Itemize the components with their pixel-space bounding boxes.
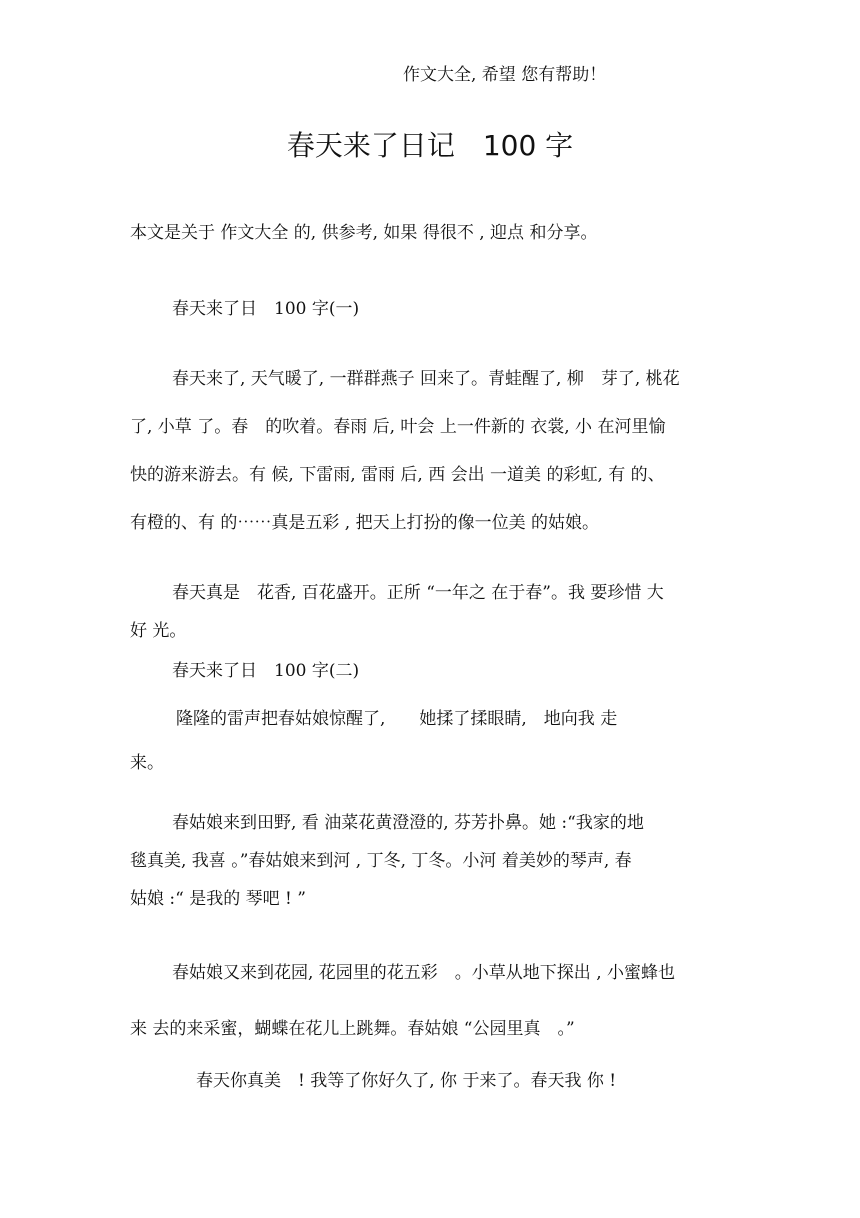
section-1-line: 好 光。 bbox=[130, 621, 187, 641]
section-2-line: 姑娘 :“ 是我的 琴吧 ! ” bbox=[130, 889, 306, 909]
section-2-line: 春姑娘又来到花园, 花园里的花五彩 。小草从地下探出 , 小蜜蜂也 bbox=[172, 963, 676, 983]
section-1-line: 快的游来游去。有 候, 下雷雨, 雷雨 后, 西 会出 一道美 的彩虹, 有 的、 bbox=[130, 465, 665, 485]
section-2-line: 来 去的来采蜜，蝴蝶在花儿上跳舞。春姑娘 “公园里真 。” bbox=[130, 1019, 575, 1039]
section-1-line: 春天来了, 天气暖了, 一群群燕子 回来了。青蛙醒了, 柳 芽了, 桃花 bbox=[172, 369, 680, 389]
intro-paragraph: 本文是关于 作文大全 的, 供参考, 如果 得很不 , 迎点 和分享。 bbox=[130, 223, 598, 243]
section-2-line: 春天你真美 ! 我等了你好久了, 你 于来了。春天我 你 ! bbox=[196, 1071, 617, 1091]
section-1-line: 有橙的、有 的⋯⋯真是五彩 , 把天上打扮的像一位美 的姑娘。 bbox=[130, 513, 600, 533]
section-1-line: 春天真是 花香, 百花盛开。正所 “一年之 在于春”。我 要珍惜 大 bbox=[172, 583, 664, 603]
section-2-subtitle: 春天来了日 100 字(二) bbox=[172, 661, 360, 681]
section-2-line: 来。 bbox=[130, 753, 164, 773]
page-title: 春天来了日记 100 字 bbox=[286, 129, 574, 162]
section-1-line: 了, 小草 了。春 的吹着。春雨 后, 叶会 上一件新的 衣裳, 小 在河里愉 bbox=[130, 417, 666, 437]
section-2-line: 春姑娘来到田野, 看 油菜花黄澄澄的, 芬芳扑鼻。她 :“我家的地 bbox=[172, 813, 644, 833]
section-2-line: 毯真美, 我喜 。”春姑娘来到河 , 丁冬, 丁冬。小河 着美妙的琴声, 春 bbox=[130, 851, 632, 871]
section-1-subtitle: 春天来了日 100 字(一) bbox=[172, 299, 360, 319]
section-2-line: 隆隆的雷声把春姑娘惊醒了, 她揉了揉眼睛, 地向我 走 bbox=[176, 709, 618, 729]
page-header-note: 作文大全, 希望 您有帮助！ bbox=[403, 65, 607, 85]
